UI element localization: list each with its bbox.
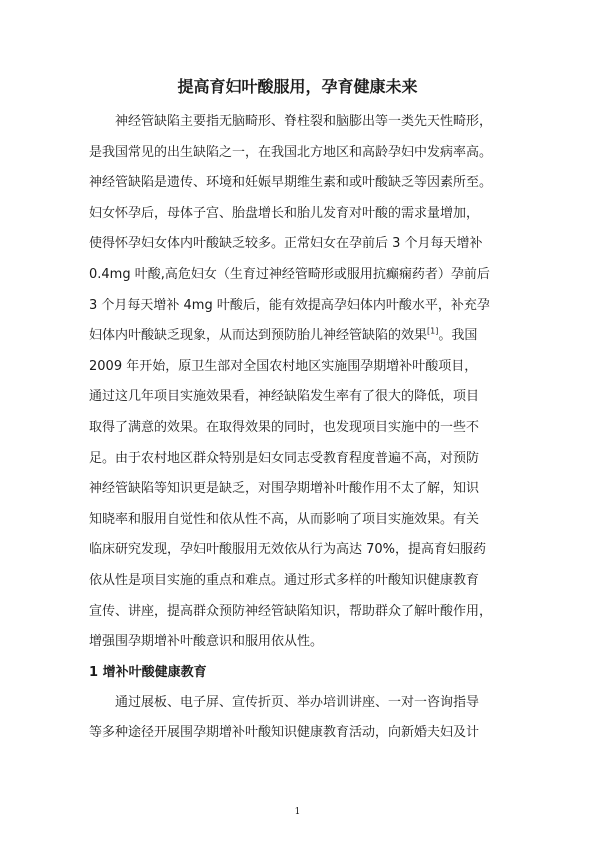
line-text: 妇体内叶酸缺乏现象，从而达到预防胎儿神经管缺陷的效果 <box>89 328 428 344</box>
paragraph-line: 等多种途径开展围孕期增补叶酸知识健康教育活动，向新婚夫妇及计 <box>89 725 480 741</box>
paragraph-line: 知晓率和服用自觉性和依从性不高，从而影响了项目实施效果。有关 <box>89 511 480 527</box>
paragraph-line: 神经管缺陷主要指无脑畸形、脊柱裂和脑膨出等一类先天性畸形， <box>115 114 493 129</box>
paragraph-line: 神经管缺陷是遗传、环境和妊娠早期维生素和或叶酸缺乏等因素所至。 <box>89 175 493 191</box>
document-body <box>89 107 529 749</box>
paragraph-line: 临床研究发现，孕妇叶酸服用无效依从行为高达 70%，提高育妇服药 <box>89 542 487 558</box>
paragraph-line: 取得了满意的效果。在取得效果的同时，也发现项目实施中的一些不 <box>89 419 480 435</box>
paragraph-line: 通过这几年项目实施效果看，神经缺陷发生率有了很大的降低，项目 <box>89 389 480 405</box>
paragraph-line: 通过展板、电子屏、宣传折页、举办培训讲座、一对一咨询指导 <box>115 694 480 710</box>
paragraph-line: 神经管缺陷等知识更是缺乏，对围孕期增补叶酸作用不太了解，知识 <box>89 481 480 497</box>
paragraph-line: 依从性是项目实施的重点和难点。通过形式多样的叶酸知识健康教育 <box>89 572 480 588</box>
section-heading: 1 增补叶酸健康教育 <box>89 664 207 680</box>
paragraph-line: 使得怀孕妇女体内叶酸缺乏较多。正常妇女在孕前后 3 个月每天增补 <box>89 236 483 252</box>
paragraph-line-with-citation <box>89 321 529 352</box>
paragraph-line: 增强围孕期增补叶酸意识和服用依从性。 <box>89 634 324 650</box>
line-text: 。我国 <box>438 328 478 344</box>
paragraph-line: 3 个月每天增补 4mg 叶酸后，能有效提高孕妇体内叶酸水平，补充孕 <box>89 297 490 313</box>
paragraph-line: 足。由于农村地区群众特别是妇女同志受教育程度普遍不高，对预防 <box>89 450 480 466</box>
citation-reference: [1] <box>427 326 439 336</box>
document-title: 提高育妇叶酸服用，孕育健康未来 <box>177 77 418 96</box>
paragraph-line: 2009 年开始，原卫生部对全国农村地区实施围孕期增补叶酸项目， <box>89 358 478 374</box>
paragraph-line: 妇女怀孕后，母体子宫、胎盘增长和胎儿发育对叶酸的需求量增加， <box>89 205 480 221</box>
paragraph-line: 宣传、讲座，提高群众预防神经管缺陷知识，帮助群众了解叶酸作用， <box>89 603 493 619</box>
page-number: 1 <box>294 807 301 817</box>
paragraph-line: 是我国常见的出生缺陷之一，在我国北方地区和高龄孕妇中发病率高。 <box>89 144 493 160</box>
paragraph-line: 0.4mg 叶酸,高危妇女（生育过神经管畸形或服用抗癫痫药者）孕前后 <box>89 266 490 282</box>
